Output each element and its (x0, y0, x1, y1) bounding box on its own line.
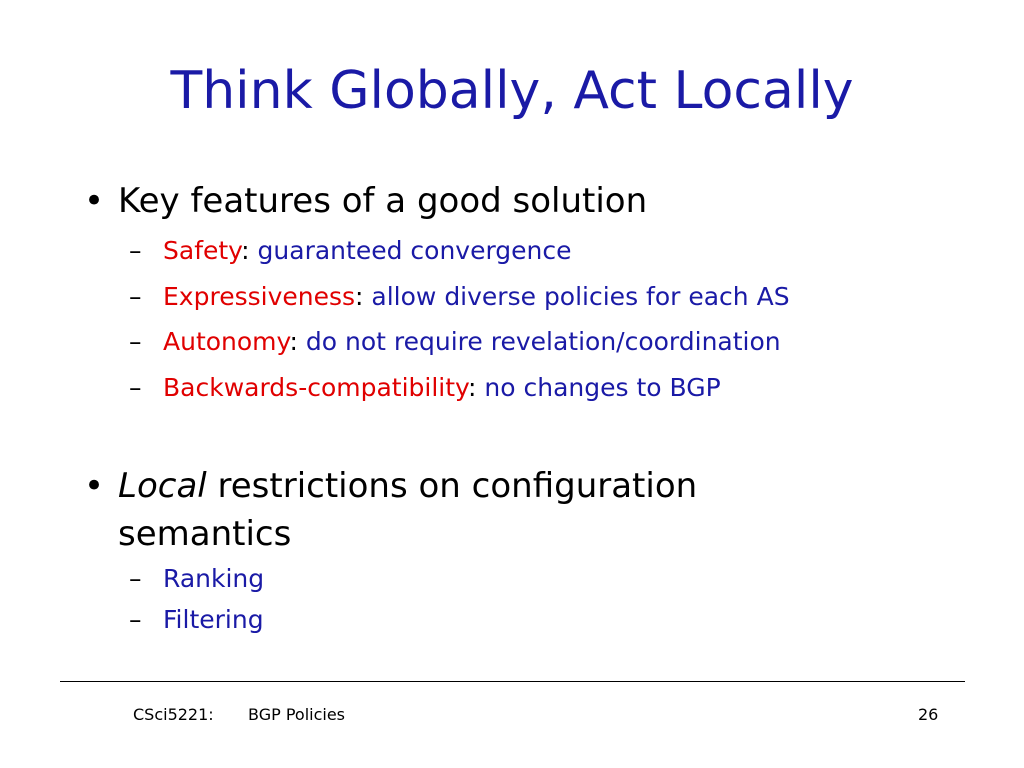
subitem-term: Expressiveness (163, 282, 356, 311)
bullet-text-line1 (118, 466, 697, 506)
dash: – (129, 282, 142, 311)
subitem-desc: Filtering (163, 605, 264, 634)
subitem-sep: : (468, 373, 477, 402)
subitem-ranking (129, 562, 265, 596)
subitem-sep: : (355, 282, 364, 311)
subitem-desc: guaranteed convergence (249, 236, 572, 265)
subitem-safety (129, 234, 572, 268)
subitem-term: Safety (163, 236, 242, 265)
bullet-text-line2: semantics (118, 514, 292, 554)
subitem-filtering (129, 603, 264, 637)
subitem-sep: : (241, 236, 250, 265)
bullet-text: restrictions on configuration (206, 466, 698, 506)
subitem-expressiveness (129, 280, 790, 314)
dash: – (129, 236, 142, 265)
dash: – (129, 605, 142, 634)
footer-page-number: 26 (918, 705, 939, 724)
dash: – (129, 327, 142, 356)
footer-divider (60, 681, 965, 682)
subitem-desc: do not require revelation/coordination (297, 327, 781, 356)
subitem-sep: : (289, 327, 298, 356)
dash: – (129, 373, 142, 402)
subitem-autonomy (129, 325, 781, 359)
subitem-desc: allow diverse policies for each AS (363, 282, 790, 311)
bullet-local-restrictions (84, 462, 698, 558)
footer-course: CSci5221: (133, 705, 214, 724)
bullet-key-features (84, 177, 648, 225)
dash: – (129, 564, 142, 593)
subitem-term: Backwards-compatibility (163, 373, 469, 402)
bullet-text: Key features of a good solution (118, 181, 648, 221)
subitem-desc: no changes to BGP (476, 373, 721, 402)
subitem-desc: Ranking (163, 564, 265, 593)
bullet-italic: Local (118, 466, 207, 506)
bullet-dot: • (84, 466, 105, 506)
subitem-term: Autonomy (163, 327, 290, 356)
slide-title: Think Globally, Act Locally (170, 61, 854, 121)
bullet-dot: • (84, 181, 105, 221)
subitem-backwards-compatibility (129, 371, 721, 405)
footer-topic: BGP Policies (248, 705, 346, 724)
